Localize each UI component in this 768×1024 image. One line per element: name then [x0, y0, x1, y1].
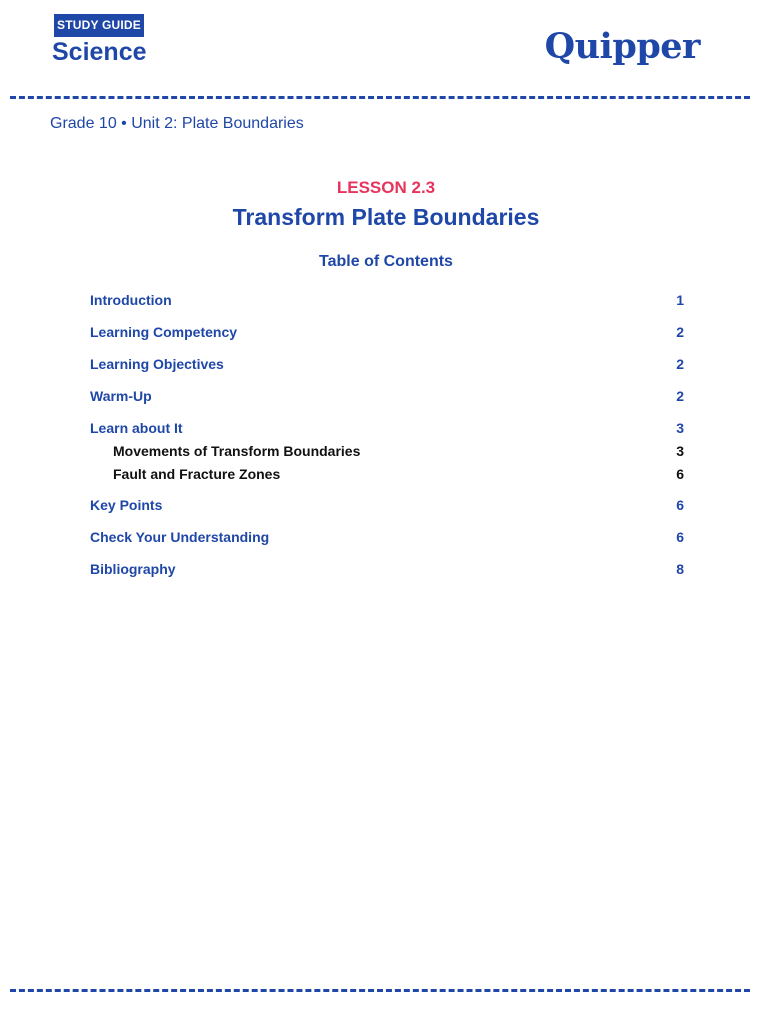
toc-entry-title: Key Points: [90, 497, 163, 513]
toc-entry-bibliography[interactable]: [90, 561, 684, 581]
toc-entry-page: 3: [676, 443, 684, 459]
toc-entry-page: 2: [676, 388, 684, 404]
toc-entry-check-understanding[interactable]: [90, 529, 684, 549]
breadcrumb: Grade 10 • Unit 2: Plate Boundaries: [50, 115, 304, 132]
top-dotted-divider: [10, 96, 750, 99]
toc-entry-key-points[interactable]: [90, 497, 684, 517]
bottom-dotted-divider: [10, 989, 750, 992]
toc-heading: Table of Contents: [319, 253, 453, 270]
toc-entry-title: Learn about It: [90, 420, 183, 436]
toc-entry-title: Fault and Fracture Zones: [113, 466, 281, 482]
brand-logo: Quipper: [544, 26, 700, 67]
study-guide-badge: STUDY GUIDE: [54, 14, 144, 37]
toc-entry-title: Learning Objectives: [90, 356, 224, 372]
toc-entry-introduction[interactable]: [90, 292, 684, 312]
toc-entry-page: 6: [676, 529, 684, 545]
toc-entry-title: Bibliography: [90, 561, 176, 577]
toc-entry-title: Introduction: [90, 292, 172, 308]
lesson-title: Transform Plate Boundaries: [232, 204, 540, 230]
toc-entry-page: 8: [676, 561, 684, 577]
lesson-number: LESSON 2.3: [336, 178, 436, 197]
toc-entry-title: Check Your Understanding: [90, 529, 270, 545]
toc-entry-title: Movements of Transform Boundaries: [113, 443, 361, 459]
toc-entry-learn-about-it[interactable]: [90, 420, 684, 440]
toc-entry-page: 6: [676, 466, 684, 482]
toc-entry-page: 2: [676, 356, 684, 372]
toc-subentry-movements[interactable]: [113, 443, 684, 463]
toc-entry-learning-competency[interactable]: [90, 324, 684, 344]
toc-entry-page: 2: [676, 324, 684, 340]
toc-entry-page: 3: [676, 420, 684, 436]
toc-entry-title: Warm-Up: [90, 388, 152, 404]
toc-entry-page: 1: [676, 292, 684, 308]
toc-entry-warm-up[interactable]: [90, 388, 684, 408]
toc-entry-learning-objectives[interactable]: [90, 356, 684, 376]
toc-entry-title: Learning Competency: [90, 324, 238, 340]
subject-title: Science: [52, 38, 147, 66]
toc-subentry-fault-zones[interactable]: [113, 466, 684, 486]
toc-entry-page: 6: [676, 497, 684, 513]
